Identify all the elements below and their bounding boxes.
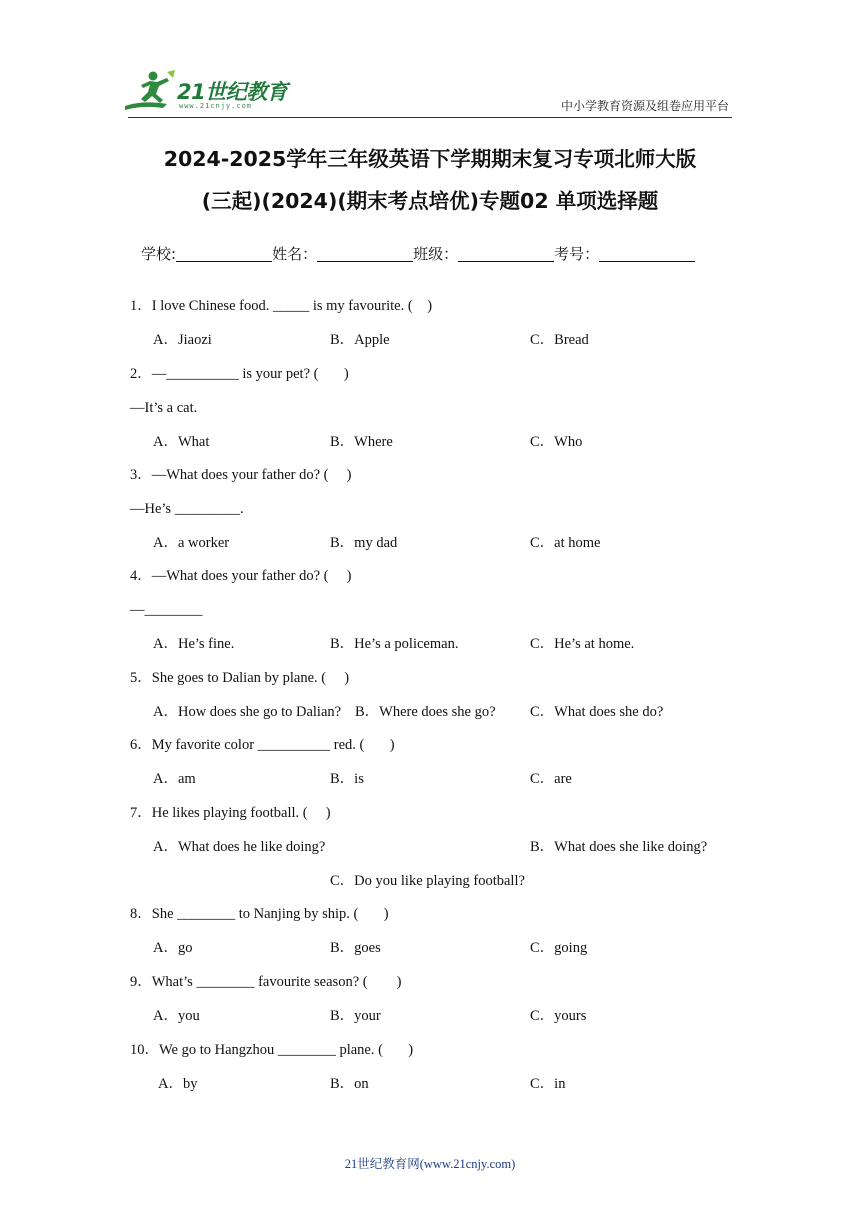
class-label: 班级： xyxy=(413,245,459,263)
question-9-option-c: C．yours xyxy=(530,1008,587,1024)
question-7-option-a: A．What does he like doing? xyxy=(153,839,326,855)
exam-number-label: 考号： xyxy=(554,245,600,263)
platform-name: 中小学教育资源及组卷应用平台 xyxy=(560,99,729,113)
question-3-option-a: A．a worker xyxy=(153,535,230,551)
question-2-option-a: A．What xyxy=(153,434,210,450)
class-blank xyxy=(458,246,554,262)
page-title-line-1: 2024-2025学年三年级英语下学期期末复习专项北师大版 xyxy=(163,147,697,171)
question-5-option-b: B．Where does she go? xyxy=(355,704,496,720)
question-4-option-c: C．He’s at home. xyxy=(530,636,635,652)
question-8-option-b: B．goes xyxy=(330,940,381,956)
question-10-option-c: C．in xyxy=(530,1076,566,1092)
question-9-stem: 9．What’s ________ favourite season? ( ) xyxy=(130,974,402,990)
question-4-stem-line-2: —________ xyxy=(130,602,203,618)
question-3-option-c: C．at home xyxy=(530,535,601,551)
question-5-stem: 5．She goes to Dalian by plane. ( ) xyxy=(130,670,350,686)
page-footer: 21世纪教育网(www.21cnjy.com) xyxy=(344,1157,516,1171)
question-5-option-a: A．How does she go to Dalian? xyxy=(153,704,342,720)
question-4-option-b: B．He’s a policeman. xyxy=(330,636,459,652)
question-4-stem: 4．—What does your father do? ( ) xyxy=(130,568,352,584)
question-1-option-c: C．Bread xyxy=(530,332,589,348)
logo xyxy=(123,70,293,116)
question-3-stem: 3．—What does your father do? ( ) xyxy=(130,467,352,483)
question-6-stem: 6．My favorite color __________ red. ( ) xyxy=(130,737,395,753)
question-8-stem: 8．She ________ to Nanjing by ship. ( ) xyxy=(130,906,389,922)
question-9-option-b: B．your xyxy=(330,1008,381,1024)
question-1-stem: 1．I love Chinese food. _____ is my favourite. ( ) xyxy=(130,298,433,314)
question-6-option-a: A．am xyxy=(153,771,196,787)
question-7-option-c: C．Do you like playing football? xyxy=(330,873,525,889)
runner-icon xyxy=(123,70,183,116)
question-6-option-c: C．are xyxy=(530,771,572,787)
school-blank xyxy=(176,246,272,262)
name-label: 姓名： xyxy=(272,245,318,263)
question-8-option-c: C．going xyxy=(530,940,588,956)
question-1-option-a: A．Jiaozi xyxy=(153,332,212,348)
question-8-option-a: A．go xyxy=(153,940,193,956)
question-3-option-b: B．my dad xyxy=(330,535,398,551)
logo-text: 21世纪教育 xyxy=(177,80,288,104)
question-10-stem: 10．We go to Hangzhou ________ plane. ( ) xyxy=(130,1042,414,1058)
question-7-stem: 7．He likes playing football. ( ) xyxy=(130,805,331,821)
question-2-option-b: B．Where xyxy=(330,434,393,450)
exam-number-blank xyxy=(599,246,695,262)
logo-url: www.21cnjy.com xyxy=(179,102,253,110)
question-2-option-c: C．Who xyxy=(530,434,583,450)
school-label: 学校: xyxy=(141,245,177,263)
question-2-stem: 2．—__________ is your pet? ( ) xyxy=(130,366,349,382)
question-10-option-a: A．by xyxy=(158,1076,198,1092)
student-info-row xyxy=(141,243,695,264)
name-blank xyxy=(317,246,413,262)
header-divider xyxy=(128,117,732,118)
question-7-option-b: B．What does she like doing? xyxy=(530,839,708,855)
question-1-option-b: B．Apple xyxy=(330,332,390,348)
question-4-option-a: A．He’s fine. xyxy=(153,636,235,652)
question-10-option-b: B．on xyxy=(330,1076,369,1092)
question-2-stem-line-2: —It’s a cat. xyxy=(130,400,198,416)
page-title-line-2: (三起)(2024)(期末考点培优)专题02 单项选择题 xyxy=(201,189,659,213)
question-9-option-a: A．you xyxy=(153,1008,200,1024)
question-5-option-c: C．What does she do? xyxy=(530,704,664,720)
question-3-stem-line-2: —He’s _________. xyxy=(130,501,244,517)
question-6-option-b: B．is xyxy=(330,771,364,787)
